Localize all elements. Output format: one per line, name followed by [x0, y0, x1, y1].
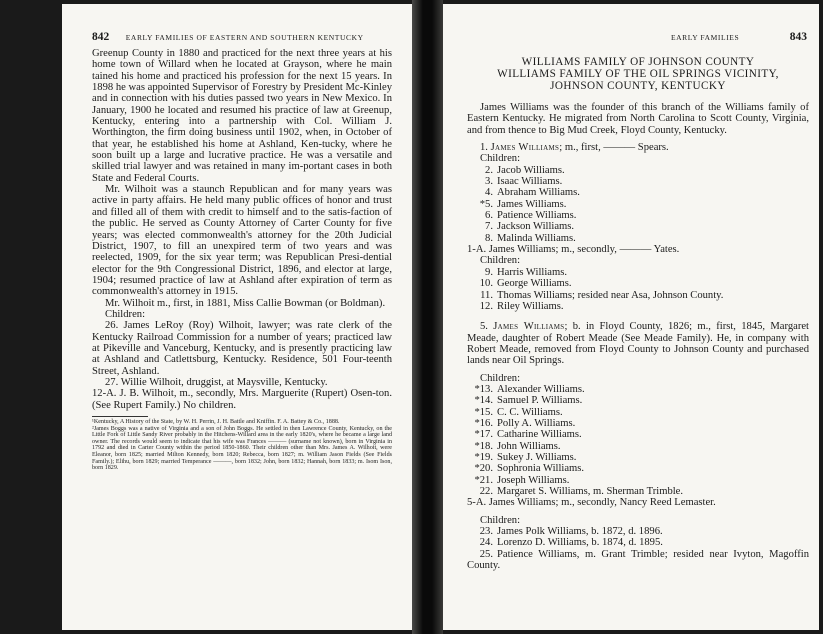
entry-line: 5-A. James Williams; m., secondly, Nancy Reed Lemaster.: [467, 497, 716, 509]
paragraph: Mr. Wilhoit was a staunch Republican and for many years was active in party affairs. He held many public offices of honor and trust and filled all of them with credit to himself and to the satis-faction of the public. He served as County Attorney of Carter County for five years; was elected commonwealth's attorney for the 20th Judicial District, 1907, to fill an unexpired term of two years and was reelected, 1909, for the six year term; was Republican Presi-dential elector for the 9th Congressional District, 1896, and elector at large, 1904; resumed practice of law at Ashland after expiration of term as commonwealth's attorney in 1915.: [92, 184, 392, 298]
child-number: 11.: [480, 289, 493, 301]
child-name: Malinda Williams.: [497, 232, 576, 244]
left-body: [92, 48, 392, 472]
child-name: John Williams.: [497, 440, 561, 452]
child-entry: [467, 221, 809, 232]
child-entry: [467, 233, 809, 244]
chapter-title: [467, 56, 809, 93]
child-entry: [467, 463, 809, 474]
children-heading: Children:: [480, 372, 521, 384]
child-entry: [467, 301, 809, 312]
child-entry: [467, 429, 809, 440]
left-page: [62, 4, 412, 630]
child-entry: [467, 441, 809, 452]
child-entry: [467, 187, 809, 198]
child-name: Jacob Williams.: [497, 164, 565, 176]
child-number: 10.: [479, 278, 493, 290]
child-entry: [467, 418, 809, 429]
child-entry: [467, 486, 809, 497]
child-name: Margaret S. Williams, m. Sherman Trimble.: [497, 486, 684, 497]
child-number: *21.: [474, 474, 493, 486]
child-number: 23.: [479, 526, 493, 538]
child-name: Sukey J. Williams.: [497, 451, 577, 463]
child-name: Alexander Williams.: [497, 383, 585, 395]
child-number: 8.: [485, 232, 493, 244]
child-entry: [467, 267, 809, 278]
child-name: Jackson Williams.: [497, 221, 575, 233]
children-list: [467, 267, 809, 312]
child-name: Patience Williams.: [497, 210, 577, 222]
child-number: *16.: [474, 417, 493, 429]
intro-paragraph: James Williams was the founder of this branch of the Williams family of Eastern Kentucky. He migrated from North Carolina to Scott County, Virginia, and from thence to Big Mud Creek, Floyd County, Kentucky.: [467, 102, 809, 136]
child-entry: [467, 537, 809, 548]
child-name: Thomas Williams; resided near Asa, Johnson County.: [497, 289, 724, 301]
child-name: Polly A. Williams.: [497, 417, 576, 429]
child-entry: [467, 199, 809, 210]
child-number: *13.: [474, 383, 493, 395]
child-number: 3.: [485, 176, 493, 188]
children-heading: Children:: [105, 308, 146, 320]
children-list: [467, 384, 809, 497]
child-name: Catharine Williams.: [497, 429, 582, 441]
child-name: George Williams.: [497, 278, 572, 290]
entry-line: 1. James Williams; m., first, ——— Spears.: [480, 142, 669, 154]
child-name: James Polk Williams, b. 1872, d. 1896.: [497, 526, 663, 538]
entry-paragraph: 5. James Williams; b. in Floyd County, 1826; m., first, 1845, Margaret Meade, daughter of Robert Meade (See Meade Family). He, in company with Robert Meade, removed from Floyd County to Johnson County and purchased lands near Oil Springs.: [467, 321, 809, 367]
child-entry: 27. Willie Wilhoit, druggist, at Maysville, Kentucky.: [105, 376, 328, 388]
child-name: Joseph Williams.: [497, 474, 570, 486]
entry-line: 1-A. James Williams; m., secondly, ——— Yates.: [467, 244, 680, 256]
child-number: 25.: [479, 548, 493, 560]
child-entry: [467, 290, 809, 301]
entry-number: 1.: [480, 142, 488, 154]
child-entry: [467, 210, 809, 221]
child-number: *20.: [474, 463, 493, 475]
running-title: EARLY FAMILIES OF EASTERN AND SOUTHERN KENTUCKY: [125, 33, 364, 42]
title-line: WILLIAMS FAMILY OF THE OIL SPRINGS VICINITY,: [497, 68, 779, 81]
child-entry: [467, 395, 809, 406]
children-heading: Children:: [480, 514, 521, 526]
child-number: 4.: [485, 187, 493, 199]
entry-number: 5.: [480, 321, 488, 333]
child-number: 12.: [479, 300, 493, 312]
right-body: [467, 102, 809, 571]
child-name: Abraham Williams.: [497, 187, 580, 199]
entry-name: James Williams: [493, 321, 565, 333]
footnote: ²James Boggs was a native of Virginia and a son of John Boggs. He settled in then Lawrence County, Kentucky, on the Little Fork of Little Sandy River probably in the Hitchens-Willard area in the early 1820's, where he became a large land owner. The records would seem to indicate that his wife was Frances ——— (surname not known), born in Virginia in 1792 and died in Carter County within the period 1850-1860. Their children other than Mrs. James A. Wilhoit, were Eleanor, born 1825; married Milton Kennedy, born 1820; Rebecca, born 1827; m. William Jason Fields (See Fields Family.); Elihu, born 1829; married Temperance ———, born 1832; John, born 1832; Hannah, born 1833; m. Isom Ison, born 1829.: [92, 425, 392, 472]
paragraph: Greenup County in 1880 and practiced for the next three years at his home town of Willard when he located at Grayson, where he main tained his home and practiced his profession for the next 15 years. In 1898 he was appointed Supervisor of Forestry by President Mc-Kinley and in connection with his duties passed two years in New Mexico. In January, 1900 he located and resumed his practice of law at Greenup, Kentucky, entering into a partnership with Col. William J. Worthington, the firm doing business until 1902, when, in October of that year, he established his home at Ashland, Ken-tucky, where he soon built up a large and lucrative practice. He was a versatile and skilled trial lawyer and was retained in many im-portant cases in both State and Federal Courts.: [92, 48, 392, 184]
child-name: James Williams.: [497, 198, 567, 210]
child-number: 2.: [485, 164, 493, 176]
child-name: Lorenzo D. Williams, b. 1874, d. 1895.: [497, 537, 663, 549]
child-entry: [467, 407, 809, 418]
child-name: Riley Williams.: [497, 300, 564, 312]
child-name: Sophronia Williams.: [497, 463, 585, 475]
child-number: *15.: [474, 406, 493, 418]
book-gutter: [412, 0, 443, 634]
child-number: *5.: [479, 198, 493, 210]
child-entry: [467, 526, 809, 537]
child-entry: [467, 384, 809, 395]
right-page: [443, 4, 819, 630]
title-line: WILLIAMS FAMILY OF JOHNSON COUNTY: [521, 56, 755, 68]
child-entry: [467, 549, 809, 572]
paragraph: Mr. Wilhoit m., first, in 1881, Miss Callie Bowman (or Boldman).: [105, 297, 386, 309]
child-number: 9.: [485, 266, 493, 278]
child-entry: 26. James LeRoy (Roy) Wilhoit, lawyer; was rate clerk of the Kentucky Railroad Commission for a number of years; practiced law at Pikeville and Vanceburg, Kentucky, and is presently practicing law at Ashland and Catlettsburg, Kentucky. Residence, 501 Four-teenth Street, Ashland.: [92, 320, 392, 377]
left-running-head: [92, 31, 364, 43]
child-entry: [467, 278, 809, 289]
child-number: 22.: [479, 486, 493, 497]
child-name: Samuel P. Williams.: [497, 395, 583, 407]
right-running-head: [671, 31, 807, 43]
child-name: Patience Williams, m. Grant Trimble; resided near Ivyton, Magoffin County.: [467, 548, 809, 572]
child-number: 24.: [479, 537, 493, 549]
entry-name: James Williams: [490, 142, 560, 154]
child-number: 7.: [485, 221, 493, 233]
child-number: 6.: [485, 210, 493, 222]
children-list: [467, 526, 809, 571]
child-entry: [467, 475, 809, 486]
child-number: *18.: [474, 440, 493, 452]
child-name: C. C. Williams.: [497, 406, 563, 418]
child-number: *14.: [474, 395, 493, 407]
children-heading: Children:: [480, 153, 521, 165]
footnote: ¹Kentucky, A History of the State, by W. H. Perrin, J. H. Battle and Kniffin. F. A. Battey & Co., 1888.: [92, 419, 340, 425]
child-entry: [467, 176, 809, 187]
entry-paragraph: 12-A. J. B. Wilhoit, m., secondly, Mrs. Marguerite (Rupert) Osen-ton. (See Rupert Family.) No children.: [92, 388, 392, 411]
child-name: Harris Williams.: [497, 266, 567, 278]
title-line: JOHNSON COUNTY, KENTUCKY: [550, 80, 726, 93]
page-number: 842: [92, 31, 110, 43]
children-heading: Children:: [480, 255, 521, 267]
child-number: *19.: [474, 451, 493, 463]
child-entry: [467, 452, 809, 463]
page-number: 843: [789, 31, 807, 43]
running-title: EARLY FAMILIES: [670, 33, 740, 42]
child-number: *17.: [474, 429, 493, 441]
child-name: Isaac Williams.: [497, 176, 563, 188]
footnote-rule: [92, 416, 148, 417]
children-list: [467, 165, 809, 244]
child-entry: [467, 165, 809, 176]
